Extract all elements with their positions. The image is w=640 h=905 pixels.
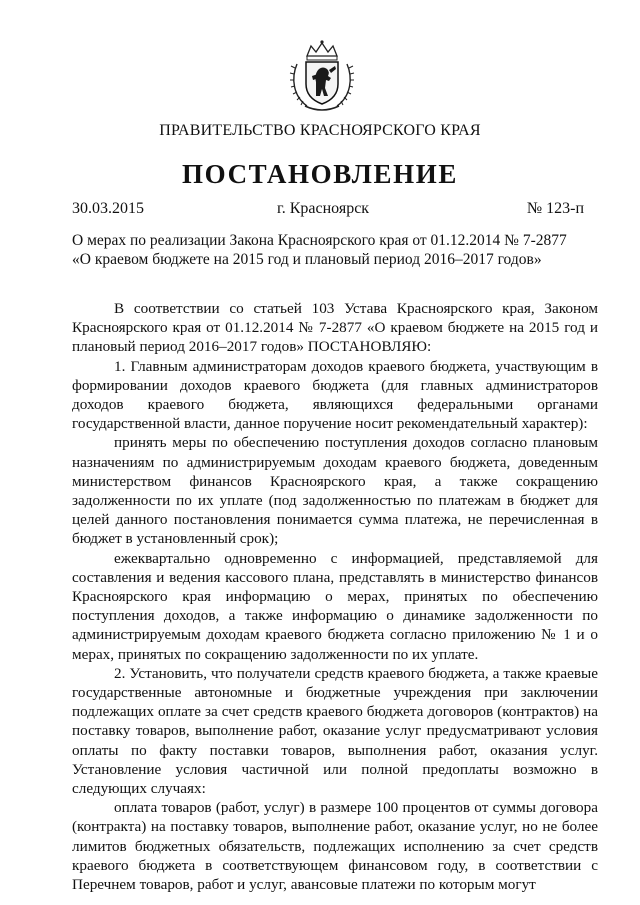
government-title: ПРАВИТЕЛЬСТВО КРАСНОЯРСКОГО КРАЯ <box>159 122 481 139</box>
document-meta-row <box>72 200 584 220</box>
coat-of-arms-emblem <box>289 38 355 114</box>
document-number: № 123-п <box>526 200 584 217</box>
body-paragraph: В соответствии со статьей 103 Устава Красноярского края, Законом Красноярского края от 01.12.2014 № 7-2877 «О краевом бюджете на 2015 год и плановый период 2016–2017 годов» ПОСТАНОВЛЯЮ: <box>72 300 598 356</box>
body-paragraph: 1. Главным администраторам доходов краевого бюджета, участвующим в формировании доходов краевого бюджета (для главных администраторов доходов краевого бюджета, являющихся федеральными органами государственной власти, данное поручение носит рекомендательный характер): <box>72 357 598 433</box>
body-paragraph: ежеквартально одновременно с информацией, представляемой для составления и ведения кассового плана, представлять в министерство финансов Красноярского края информацию о мерах, принятых по обеспечению поступления доходов, а также информацию о динамике задолженности по администрируемым доходам краевого бюджета согласно приложению № 1 и о мерах, принятых по сокращению задолженности по их уплате. <box>72 549 598 663</box>
document-subject: О мерах по реализации Закона Красноярского края от 01.12.2014 № 7-2877 «О краевом бюджете на 2015 год и плановый период 2016–2017 годов» <box>72 232 567 268</box>
body-paragraph: оплата товаров (работ, услуг) в размере 100 процентов от суммы договора (контракта) на поставку товаров, выполнение работ, оказание услуг, но не более лимитов бюджетных обязательств, подлежащих исполнению за счет средств краевого бюджета в соответствующем финансовом году, в соответствии с Перечнем товаров, работ и услуг, авансовые платежи по которым могут <box>72 799 598 894</box>
body-paragraph: 2. Установить, что получатели средств краевого бюджета, а также краевые государственные автономные и бюджетные учреждения при заключении подлежащих оплате за счет средств краевого бюджета договоров (контрактов) на поставку товаров, выполнение работ, оказание услуг предусматривают условия оплаты по факту поставки товаров, выполнения работ, оказания услуг. Установление условия частичной или полной предоплаты возможно в следующих случаях: <box>72 664 598 798</box>
body-paragraph: принять меры по обеспечению поступления доходов согласно плановым назначениям по администрируемым доходам краевого бюджета, доведенным министерством финансов Красноярского края, а также сокращению задолженности по их уплате (под задолженностью по платежам в бюджет для целей данного постановления понимается сумма платежа, не перечисленная в бюджет в установленный срок); <box>72 434 598 548</box>
document-date: 30.03.2015 <box>72 200 144 217</box>
document-body <box>72 299 598 894</box>
document-type-title: ПОСТАНОВЛЕНИЕ <box>182 159 458 189</box>
document-city: г. Красноярск <box>276 200 370 217</box>
